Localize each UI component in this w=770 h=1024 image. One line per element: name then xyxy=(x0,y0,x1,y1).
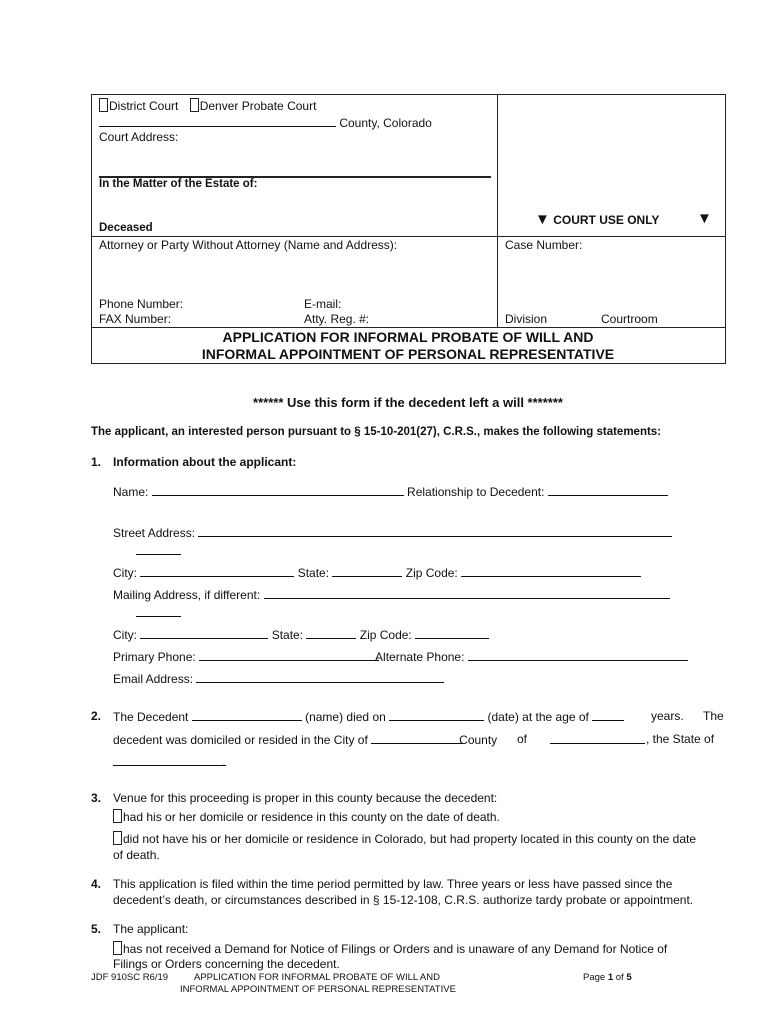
state-input[interactable] xyxy=(332,565,402,577)
phone-label: Phone Number: xyxy=(99,297,184,311)
atty-reg-label: Atty. Reg. #: xyxy=(304,312,370,326)
domicile-state-input[interactable] xyxy=(113,754,226,766)
age-input[interactable] xyxy=(592,709,624,721)
down-triangle-icon: ▼ xyxy=(697,210,712,227)
section2-line2 xyxy=(113,732,497,747)
mailing-city-row xyxy=(113,627,489,642)
caption-divider-vertical xyxy=(497,94,498,327)
mailing-row xyxy=(113,587,670,602)
matter-label: In the Matter of the Estate of: xyxy=(99,178,258,190)
fax-label: FAX Number: xyxy=(99,312,172,326)
death-date-input[interactable] xyxy=(389,709,484,721)
alternate-phone-label: Alternate Phone: xyxy=(375,650,465,664)
court-options xyxy=(99,98,316,113)
attorney-label: Attorney or Party Without Attorney (Name and Address): xyxy=(99,238,398,252)
state-label: State: xyxy=(297,566,330,580)
years-label: years. xyxy=(651,709,684,723)
county-input[interactable] xyxy=(99,115,336,127)
footer-title-line2: INFORMAL APPOINTMENT OF PERSONAL REPRESENTATIVE xyxy=(180,984,456,995)
denver-probate-court-label: Denver Probate Court xyxy=(199,99,317,113)
section1-number: 1. xyxy=(91,455,102,469)
street-input[interactable] xyxy=(198,525,672,537)
district-court-checkbox[interactable] xyxy=(99,98,108,112)
intro-text: The applicant, an interested person pursuant to § 15-10-201(27), C.R.S., makes the following statements: xyxy=(91,426,662,438)
name-input[interactable] xyxy=(152,484,404,496)
street-row xyxy=(113,525,672,540)
primary-phone-label: Primary Phone: xyxy=(113,650,196,664)
venue-option2-cont: of death. xyxy=(113,848,160,862)
street-label: Street Address: xyxy=(113,526,196,540)
section5-number: 5. xyxy=(91,922,102,936)
section5-text: The applicant: xyxy=(113,922,189,936)
city-label: City: xyxy=(113,566,137,580)
state-label: State: xyxy=(271,628,304,642)
section4-number: 4. xyxy=(91,877,102,891)
down-triangle-icon: ▼ xyxy=(535,211,550,228)
case-number-label: Case Number: xyxy=(505,238,583,252)
denver-probate-court-checkbox[interactable] xyxy=(190,98,199,112)
section3-text: Venue for this proceeding is proper in this county because the decedent: xyxy=(113,791,498,805)
domicile-city-label: decedent was domiciled or resided in the City of xyxy=(113,733,368,747)
venue-option1-checkbox[interactable] xyxy=(113,809,122,823)
division-label: Division xyxy=(505,312,548,326)
county-suffix: County, Colorado xyxy=(339,116,432,130)
phone-row xyxy=(113,649,688,664)
street-continuation[interactable] xyxy=(136,543,181,558)
died-on-label: (name) died on xyxy=(305,710,386,724)
venue-option2 xyxy=(113,831,696,846)
domicile-city-input[interactable] xyxy=(371,732,463,744)
primary-phone-input[interactable] xyxy=(199,649,379,661)
district-court-label: District Court xyxy=(109,99,179,113)
page-current: 1 xyxy=(607,972,614,983)
courtroom-label: Courtroom xyxy=(601,312,658,326)
form-title-line2: INFORMAL APPOINTMENT OF PERSONAL REPRESENTATIVE xyxy=(201,346,615,362)
court-use-only xyxy=(535,211,659,228)
section4-line2: decedent’s death, or circumstances described in § 15-12-108, C.R.S. authorize tardy probate or appointment. xyxy=(113,893,694,907)
section1-heading: Information about the applicant: xyxy=(113,455,297,469)
mailing-continuation[interactable] xyxy=(136,605,181,620)
relationship-label: Relationship to Decedent: xyxy=(407,485,545,499)
name-label: Name: xyxy=(113,485,149,499)
demand-option1-label: has not received a Demand for Notice of Filings or Orders and is unaware of any Demand for Notice of xyxy=(123,942,668,956)
footer-page xyxy=(583,972,632,983)
email-address-input[interactable] xyxy=(196,671,444,683)
zip-label: Zip Code: xyxy=(359,628,412,642)
court-address-label: Court Address: xyxy=(99,130,179,144)
demand-option1 xyxy=(113,941,667,956)
section4-line1: This application is filed within the time period permitted by law. Three years or less have passed since the xyxy=(113,877,673,891)
relationship-input[interactable] xyxy=(548,484,668,496)
caption-divider-row1 xyxy=(91,236,725,237)
zip-label: Zip Code: xyxy=(405,566,458,580)
venue-option2-checkbox[interactable] xyxy=(113,831,122,845)
page-of: of xyxy=(615,972,624,983)
footer-title-line1: APPLICATION FOR INFORMAL PROBATE OF WILL AND xyxy=(194,972,440,983)
venue-option1-label: had his or her domicile or residence in this county on the date of death. xyxy=(123,810,500,824)
form-title-line1: APPLICATION FOR INFORMAL PROBATE OF WILL AND xyxy=(222,329,594,345)
mailing-zip-input[interactable] xyxy=(415,627,489,639)
venue-option2-label: did not have his or her domicile or residence in Colorado, but had property located in this county on the date xyxy=(123,832,697,846)
email-address-label: Email Address: xyxy=(113,672,194,686)
mailing-city-input[interactable] xyxy=(140,627,268,639)
city-input[interactable] xyxy=(140,565,294,577)
mailing-label: Mailing Address, if different: xyxy=(113,588,261,602)
deceased-label: Deceased xyxy=(99,222,153,234)
city-row xyxy=(113,565,641,580)
mailing-input[interactable] xyxy=(264,587,670,599)
venue-option1 xyxy=(113,809,500,824)
section2-line3 xyxy=(113,754,225,769)
city-label: City: xyxy=(113,628,137,642)
footer-form-id: JDF 910SC R6/19 xyxy=(91,972,169,983)
zip-input[interactable] xyxy=(461,565,641,577)
county-of-label: of xyxy=(517,732,528,746)
county-line xyxy=(99,115,432,130)
page-prefix: Page xyxy=(583,972,606,983)
section2-number: 2. xyxy=(91,709,102,723)
applicant-name-row xyxy=(113,484,668,499)
section3-number: 3. xyxy=(91,791,102,805)
period: . xyxy=(222,755,226,769)
county-name-input[interactable] xyxy=(550,732,645,747)
page-total: 5 xyxy=(626,972,632,983)
notice-text: ****** Use this form if the decedent left a will ******* xyxy=(253,395,563,410)
county-label: County xyxy=(459,733,498,747)
age-label: (date) at the age of xyxy=(487,710,589,724)
demand-option1-cont: Filings or Orders concerning the decedent. xyxy=(113,957,340,971)
email-row xyxy=(113,671,444,686)
email-label: E-mail: xyxy=(304,297,342,311)
demand-option1-checkbox[interactable] xyxy=(113,941,122,955)
alternate-phone-input[interactable] xyxy=(468,649,688,661)
state-of-label: , the State of xyxy=(646,732,715,746)
mailing-state-input[interactable] xyxy=(306,627,356,639)
the-label: The xyxy=(703,709,724,723)
caption-divider-title xyxy=(91,327,725,328)
decedent-label: The Decedent xyxy=(113,710,189,724)
decedent-name-input[interactable] xyxy=(192,709,302,721)
section2-line1 xyxy=(113,709,624,724)
court-use-only-label: COURT USE ONLY xyxy=(553,213,660,227)
